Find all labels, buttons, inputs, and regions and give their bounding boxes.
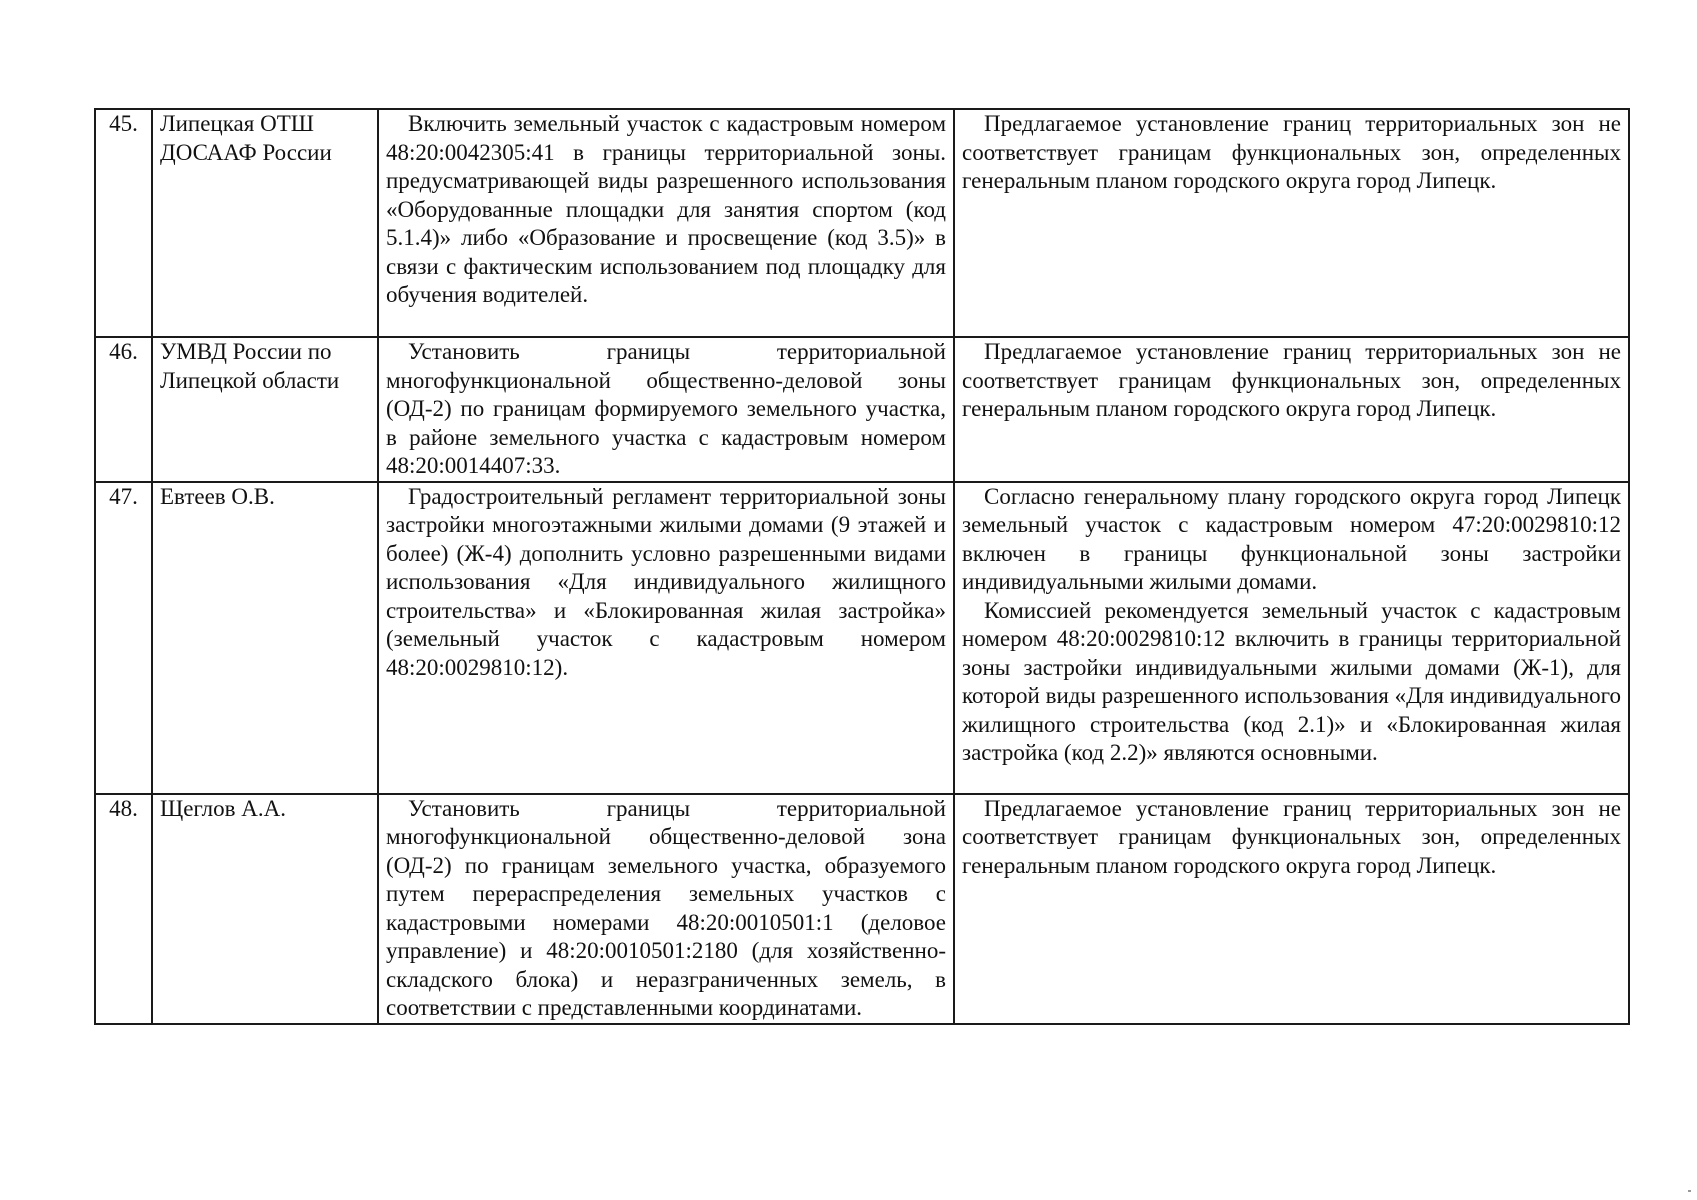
proposal-paragraph: Установить границы территориальной многофункциональной общественно-деловой зоны (ОД-2) по границам формируемого земельного участка, в районе земельного участка с кадастровым номером 48:20:0014407:33. bbox=[386, 339, 946, 478]
proposal-text bbox=[378, 109, 954, 337]
conclusion-paragraph: Согласно генеральному плану городского округа город Липецк земельный участок с кадастровым номером 47:20:0029810:12 включен в границы функциональной зоны застройки индивидуальными жилыми домами. bbox=[962, 483, 1621, 594]
proposal-text bbox=[378, 337, 954, 482]
applicant-name: УМВД России по Липецкой области bbox=[152, 337, 378, 482]
applicant-name: Евтеев О.В. bbox=[152, 482, 378, 794]
row-number: 48. bbox=[95, 794, 152, 1024]
conclusion-text bbox=[954, 482, 1629, 794]
row-number: 47. bbox=[95, 482, 152, 794]
proposal-paragraph: Включить земельный участок с кадастровым номером 48:20:0042305:41 в границы территориальной зоны. предусматривающей виды разрешенного использования «Оборудованные площадки для занятия спортом (код 5.1.4)» либо «Образование и просвещение (код 3.5)» в связи с фактическим использованием под площадку для обучения водителей. bbox=[386, 111, 946, 307]
conclusion-paragraph: Предлагаемое установление границ территориальных зон не соответствует границам функциональных зон, определенных генеральным планом городского округа город Липецк. bbox=[962, 339, 1621, 421]
proposal-paragraph: Градостроительный регламент территориальной зоны застройки многоэтажными жилыми домами (9 этажей и более) (Ж-4) дополнить условно разрешенными видами использования «Для индивидуального жилищного строительства» и «Блокированная жилая застройка» (земельный участок с кадастровым номером 48:20:0029810:12). bbox=[386, 483, 946, 680]
row-number: 46. bbox=[95, 337, 152, 482]
proposal-paragraph: Установить границы территориальной многофункциональной общественно-деловой зона (ОД-2) по границам земельного участка, образуемого путем перераспределения земельных участков с кадастровыми номерами 48:20:0010501:1 (деловое управление) и 48:20:0010501:2180 (для хозяйственно-складского блока) и неразграниченных земель, в соответствии с представленными координатами. bbox=[386, 795, 946, 1020]
conclusion-text bbox=[954, 794, 1629, 1024]
table-row bbox=[95, 109, 1629, 337]
conclusion-paragraph: Предлагаемое установление границ территориальных зон не соответствует границам функциональных зон, определенных генеральным планом городского округа город Липецк. bbox=[962, 795, 1621, 878]
row-number: 45. bbox=[95, 109, 152, 337]
conclusion-paragraph: Предлагаемое установление границ территориальных зон не соответствует границам функциональных зон, определенных генеральным планом городского округа город Липецк. bbox=[962, 111, 1621, 193]
conclusion-text bbox=[954, 109, 1629, 337]
scan-artifact bbox=[1688, 1190, 1691, 1192]
applicant-name: Щеглов А.А. bbox=[152, 794, 378, 1024]
table-row bbox=[95, 337, 1629, 482]
table-row bbox=[95, 482, 1629, 794]
conclusion-text bbox=[954, 337, 1629, 482]
conclusion-paragraph: Комиссией рекомендуется земельный участок с кадастровым номером 48:20:0029810:12 включить в границы территориальной зоны застройки индивидуальными жилыми домами (Ж-1), для которой виды разрешенного использования «Для индивидуального жилищного строительства (код 2.1)» и «Блокированная жилая застройка (код 2.2)» являются основными. bbox=[962, 597, 1621, 765]
applicant-name: Липецкая ОТШ ДОСААФ России bbox=[152, 109, 378, 337]
proposal-text bbox=[378, 482, 954, 794]
proposal-text bbox=[378, 794, 954, 1024]
proposals-table bbox=[94, 108, 1630, 1025]
table-row bbox=[95, 794, 1629, 1024]
